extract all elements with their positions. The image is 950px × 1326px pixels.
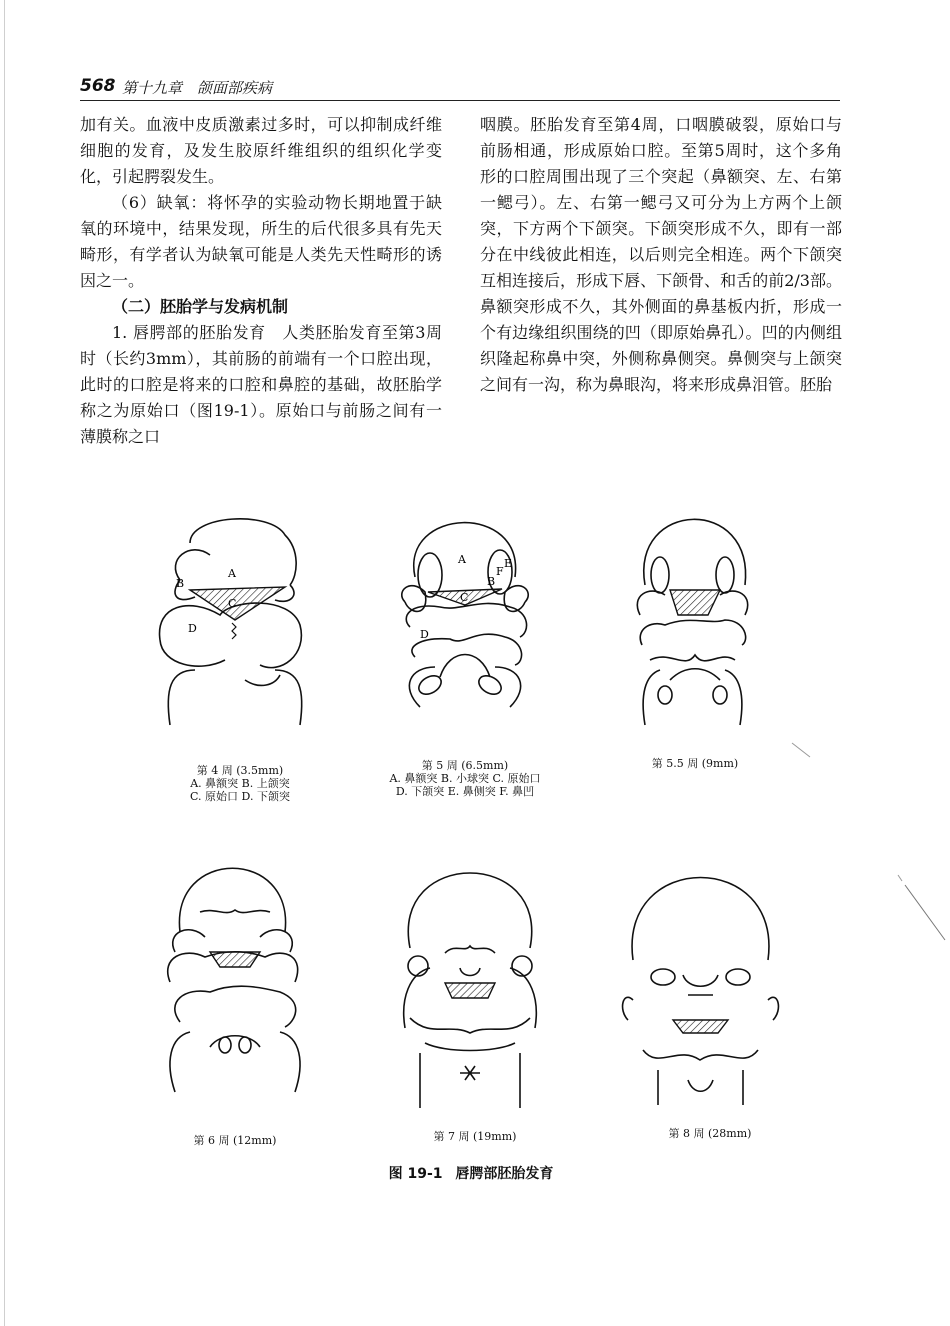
label-d: D (188, 622, 197, 635)
caption-title: 第 8 周 (28mm) (668, 1127, 752, 1140)
chapter-title: 第十九章 颌面部疾病 (122, 79, 273, 97)
page-header (80, 74, 840, 101)
embryo-drawing-week-5-5 (630, 495, 755, 735)
paragraph: 咽膜。胚胎发育至第4周，口咽膜破裂，原始口与前肠相通，形成原始口腔。至第5周时，这个多角形的口腔周围出现了三个突起（鼻额突、左、右第一鳃弓）。左、右第一鳃弓又可分为上方两个上颌突，下方两个下颌突。下颌突形成不久，即有一部分在中线彼此相连，以后则完全相连。两个下颌突互相连接后，形成下唇、下颌骨、和舌的前2/3部。鼻额突形成不久，其外侧面的鼻基板内折，形成一个有边缘组织围绕的凹（即原始鼻孔）。凹的内侧组织隆起称鼻中突，外侧称鼻侧突。鼻侧突与上颌突之间有一沟，称为鼻眼沟，将来形成鼻泪管。胚胎 (480, 115, 842, 394)
label-f: F (496, 565, 504, 578)
label-b: B (176, 577, 185, 590)
label-d: D (420, 628, 429, 641)
paragraph: 1. 唇腭部的胚胎发育 人类胚胎发育至第3周时（长约3mm），其前肠的前端有一个口腔出现，此时的口腔是将来的口腔和鼻腔的基础，故胚胎学称之为原始口（图19-1）。原始口与前肠之间有一薄膜称之口 (80, 323, 442, 446)
caption-week-5-5 (635, 757, 755, 770)
page-number: 568 (80, 76, 116, 96)
figure-title (0, 1163, 950, 1183)
caption-legend-line: A. 鼻额突 B. 上颌突 (190, 777, 290, 790)
label-c: C (460, 591, 469, 604)
embryo-drawing-week-7 (390, 848, 550, 1118)
label-b: B (487, 575, 496, 588)
right-text-column (480, 112, 842, 398)
caption-title: 第 4 周 (3.5mm) (196, 764, 284, 777)
label-a: A (228, 567, 236, 580)
scan-edge-line (4, 0, 5, 1326)
embryo-drawing-week-4 (150, 505, 320, 730)
caption-week-5 (355, 759, 575, 798)
caption-legend-line: D. 下颌突 E. 鼻侧突 F. 鼻凹 (395, 785, 535, 798)
caption-title: 第 5 周 (6.5mm) (421, 759, 509, 772)
caption-title: 第 5.5 周 (9mm) (651, 757, 739, 770)
embryo-drawing-week-8 (618, 850, 783, 1110)
section-heading: （二）胚胎学与发病机制 (112, 297, 289, 316)
label-e: E (504, 557, 513, 570)
caption-title: 第 6 周 (12mm) (193, 1134, 277, 1147)
caption-title: 第 7 周 (19mm) (433, 1130, 517, 1143)
embryo-drawing-week-5 (390, 497, 540, 732)
label-a: A (458, 553, 466, 566)
scan-artifact-lines (780, 735, 950, 945)
figure-caption: 唇腭部胚胎发育 (455, 1166, 554, 1182)
caption-week-8 (640, 1127, 780, 1140)
embryo-drawing-week-6 (155, 852, 315, 1107)
caption-week-7 (405, 1130, 545, 1143)
caption-week-6 (165, 1134, 305, 1147)
figure-number: 图 19-1 (388, 1166, 443, 1182)
left-text-column (80, 112, 442, 450)
paragraph: 加有关。血液中皮质激素过多时，可以抑制成纤维细胞的发育，及发生胶原纤维组织的组织化学变化，引起腭裂发生。 (80, 115, 442, 186)
label-c: C (228, 597, 237, 610)
caption-legend-line: C. 原始口 D. 下颌突 (190, 790, 290, 803)
caption-week-4 (165, 764, 315, 803)
paragraph: （6）缺氧：将怀孕的实验动物长期地置于缺氧的环境中，结果发现，所生的后代很多具有先天畸形，有学者认为缺氧可能是人类先天性畸形的诱因之一。 (80, 193, 442, 290)
caption-legend-line: A. 鼻额突 B. 小球突 C. 原始口 (389, 772, 541, 785)
